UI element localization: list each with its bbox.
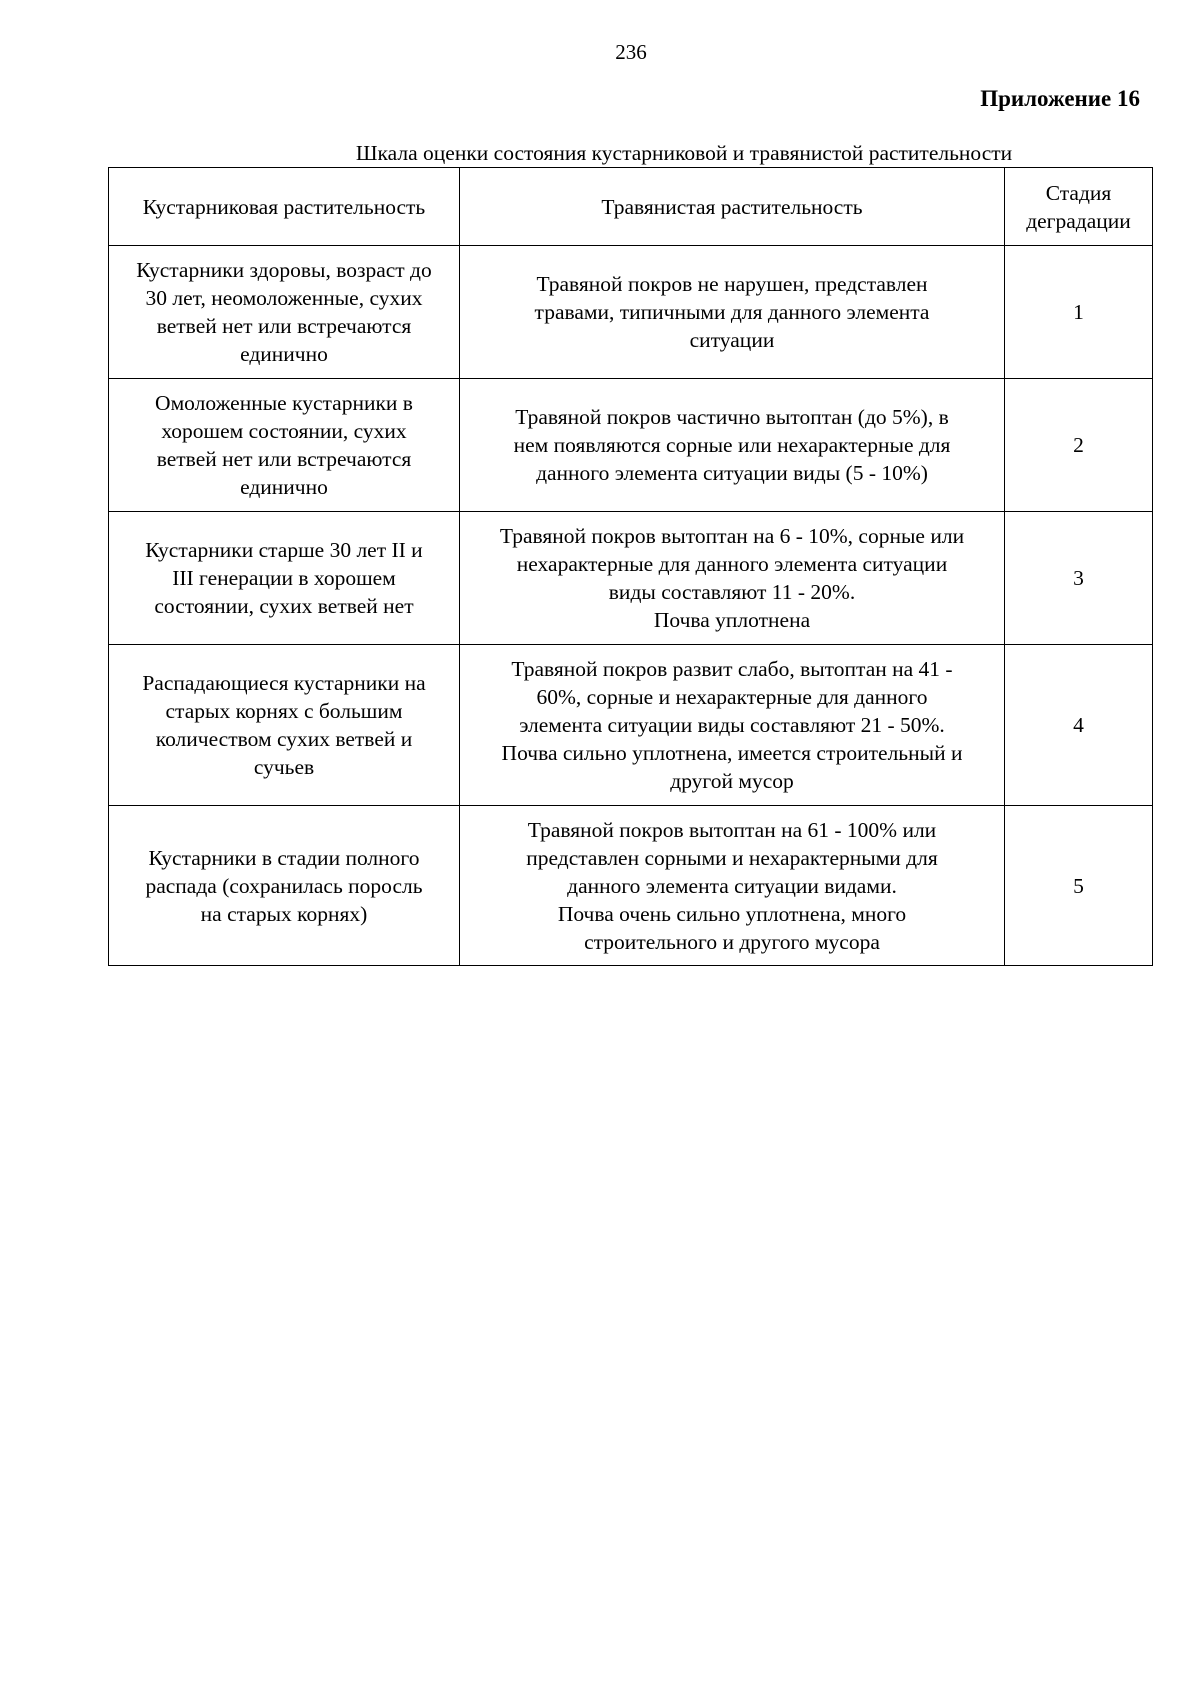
degradation-scale-table: [108, 167, 1153, 966]
degradation-stage-cell: 4: [1005, 645, 1153, 806]
shrub-description-cell: Кустарники в стадии полного распада (сохранилась поросль на старых корнях): [109, 806, 460, 966]
degradation-stage-cell: 3: [1005, 512, 1153, 645]
header-grass-vegetation: Травянистая растительность: [460, 168, 1005, 246]
shrub-description-cell: Кустарники здоровы, возраст до 30 лет, неомоложенные, сухих ветвей нет или встречаются единично: [109, 246, 460, 379]
shrub-description-cell: Омоложенные кустарники в хорошем состоянии, сухих ветвей нет или встречаются единично: [109, 379, 460, 512]
header-degradation-stage: Стадия деградации: [1005, 168, 1153, 246]
degradation-stage-cell: 5: [1005, 806, 1153, 966]
degradation-stage-cell: 2: [1005, 379, 1153, 512]
table-row: [109, 246, 1153, 379]
table-row: [109, 806, 1153, 966]
grass-description-cell: Травяной покров частично вытоптан (до 5%), в нем появляются сорные или нехарактерные для данного элемента ситуации виды (5 - 10%): [460, 379, 1005, 512]
shrub-description-cell: Кустарники старше 30 лет II и III генерации в хорошем состоянии, сухих ветвей нет: [109, 512, 460, 645]
table-title: Шкала оценки состояния кустарниковой и травянистой растительности: [355, 141, 1013, 165]
table-row: [109, 512, 1153, 645]
table-row: [109, 379, 1153, 512]
grass-description-cell: Травяной покров вытоптан на 6 - 10%, сорные или нехарактерные для данного элемента ситуации виды составляют 11 - 20%. Почва уплотнена: [460, 512, 1005, 645]
header-shrub-vegetation: Кустарниковая растительность: [109, 168, 460, 246]
grass-description-cell: Травяной покров не нарушен, представлен травами, типичными для данного элемента ситуации: [460, 246, 1005, 379]
grass-description-cell: Травяной покров развит слабо, вытоптан на 41 - 60%, сорные и нехарактерные для данного элемента ситуации виды составляют 21 - 50%. Почва сильно уплотнена, имеется строительный и другой мусор: [460, 645, 1005, 806]
degradation-stage-cell: 1: [1005, 246, 1153, 379]
grass-description-cell: Травяной покров вытоптан на 61 - 100% или представлен сорными и нехарактерными для данного элемента ситуации видами. Почва очень сильно уплотнена, много строительного и другого мусора: [460, 806, 1005, 966]
shrub-description-cell: Распадающиеся кустарники на старых корнях с большим количеством сухих ветвей и сучьев: [109, 645, 460, 806]
page-number: 236: [615, 40, 647, 64]
table-row: [109, 645, 1153, 806]
table-header-row: [109, 168, 1153, 246]
appendix-label: Приложение 16: [980, 86, 1140, 111]
